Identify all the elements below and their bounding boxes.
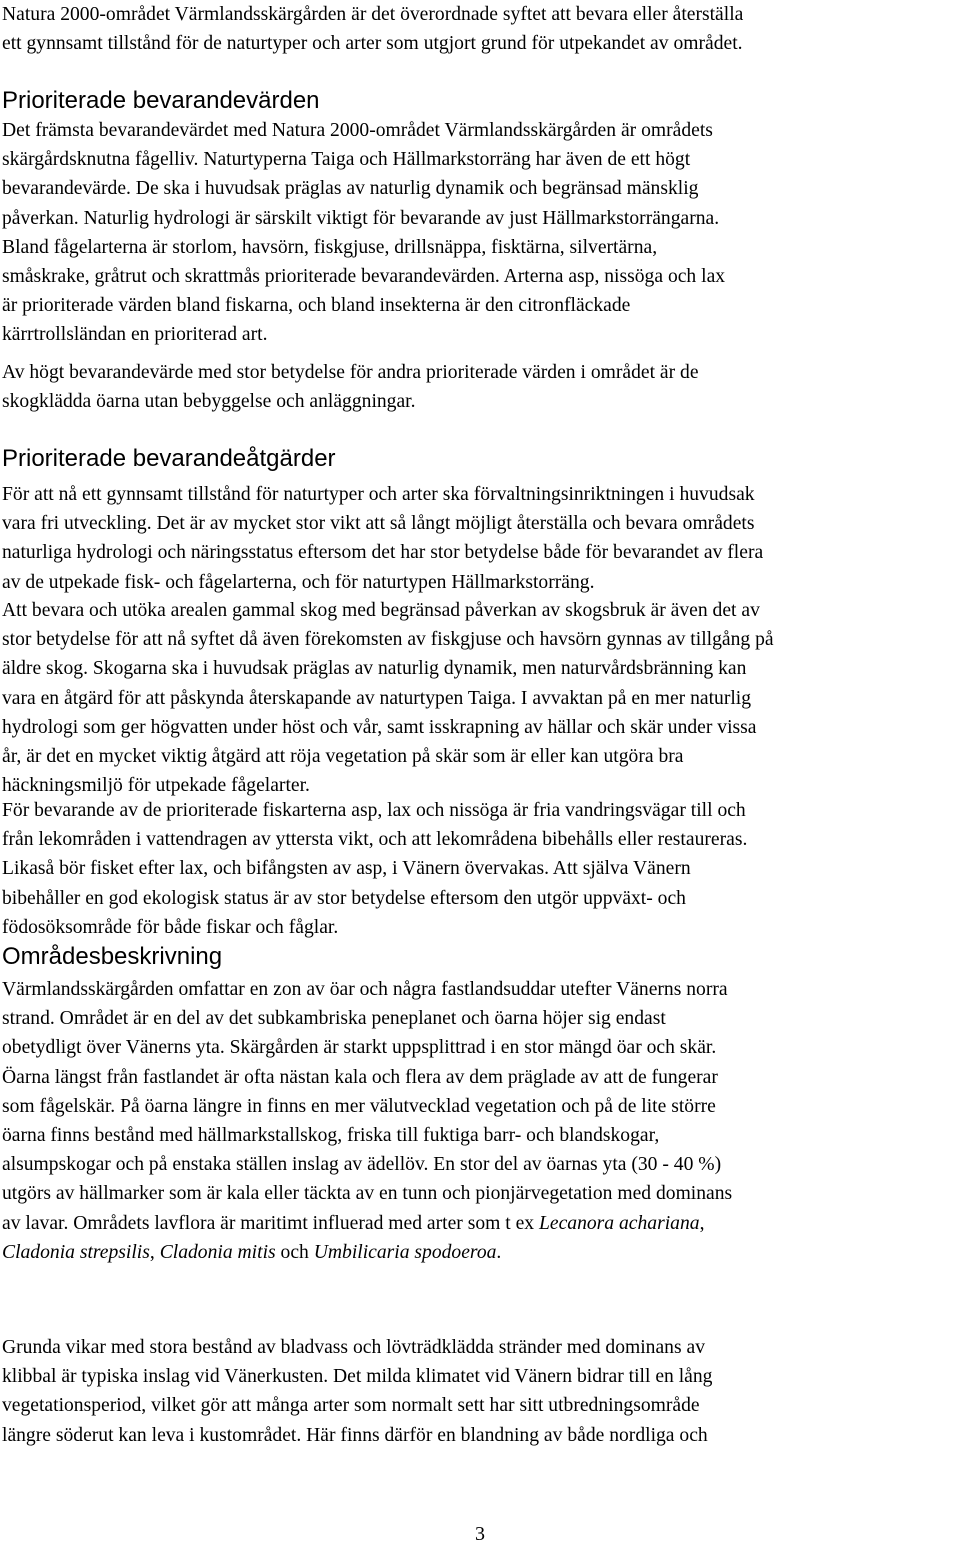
- conservation-actions-paragraph-2: Att bevara och utöka arealen gammal skog med begränsad påverkan av skogsbruk är även det av stor betydelse för att nå syftet då även förekomsten av fiskgjuse och havsörn gynnas av tillgång på äldre skog. Skogarna ska i huvudsak präglas av naturlig dynamik, men naturvårdsbränning kan vara en åtgärd för att påskynda återskapande av naturtypen Taiga. I avvaktan på en mer naturlig hydrologi som ger högvatten under höst och vår, samt isskrapning av hällar och skär under vissa år, är det en mycket viktig åtgärd att röja vegetation på skär som är eller kan utgöra bra häckningsmiljö för utpekade fågelarter.: [2, 600, 774, 797]
- area-description-paragraph-2: Grunda vikar med stora bestånd av bladvass och lövträdklädda stränder med dominans av klibbal är typiska inslag vid Vänerkusten. Det milda klimatet vid Vänern bidrar till en lång vegetationsperiod, vilket gör att många arter som normalt sett har sitt utbredningsområde längre söderut kan leva i kustområdet. Här finns därför en blandning av både nordliga och: [2, 1337, 713, 1446]
- section-heading-area-description: Områdesbeskrivning: [2, 943, 223, 970]
- section-heading-conservation-actions: Prioriterade bevarandeåtgärder: [2, 445, 336, 472]
- area-description-text: Värmlandsskärgården omfattar en zon av öar och några fastlandsuddar utefter Vänerns norra strand. Området är en del av det subkambriska peneplanet och öarna höjer sig endast obetydligt över Vänerns yta. Skärgården är starkt uppsplittrad i en stor mängd öar och skär. Öarna längst från fastlandet är ofta nästan kala och flera av dem präglade av att de fungerar som fågelskär. På öarna längre in finns en mer välutvecklad vegetation och på de lite större öarna finns bestånd med hällmarkstallskog, friska till fuktiga barr- och blandskogar, alsumpskogar och på enstaka ställen inslag av ädellöv. En stor del av öarnas yta (30 - 40 %) utgörs av hällmarker som är kala eller täckta av en tunn och pionjärvegetation med dominans av lavar. Områdets lavflora är maritimt influerad med arter som t ex: [2, 979, 733, 1234]
- species-name: Umbilicaria spodoeroa: [313, 1241, 497, 1263]
- separator: ,: [149, 1241, 160, 1263]
- area-description-paragraph-1: [2, 975, 732, 1267]
- sentence-end: .: [496, 1241, 502, 1263]
- conservation-actions-paragraph-3: För bevarande av de prioriterade fiskarterna asp, lax och nissöga är fria vandringsvägar till och från lekområden i vattendragen av yttersta vikt, och att lekområdena bibehålls eller restaureras. Likaså bör fisket efter lax, och bifångsten av asp, i Vänern övervakas. Att själva Vänern bibehåller en god ekologisk status är av stor betydelse eftersom den utgör uppväxt- och födosöksområde för både fiskar och fåglar.: [2, 800, 748, 938]
- conservation-actions-paragraph-1: För att nå ett gynnsamt tillstånd för naturtyper och arter ska förvaltningsinriktningen i huvudsak vara fri utveckling. Det är av mycket stor vikt att så långt möjligt återställa och bevara områdets naturliga hydrologi och näringsstatus eftersom det har stor betydelse både för bevarandet av flera av de utpekade fisk- och fågelarterna, och för naturtypen Hällmarkstorräng.: [2, 484, 764, 593]
- separator: och: [275, 1241, 314, 1263]
- section-heading-conservation-values: Prioriterade bevarandevärden: [2, 87, 320, 114]
- separator: ,: [699, 1212, 705, 1234]
- intro-paragraph: Natura 2000-området Värmlandsskärgården är det överordnade syftet att bevara eller återställa ett gynnsamt tillstånd för de naturtyper och arter som utgjort grund för utpekandet av området.: [2, 4, 744, 55]
- species-name: Lecanora achariana: [539, 1212, 700, 1234]
- page-number: 3: [475, 1523, 485, 1545]
- species-name: Cladonia strepsilis: [2, 1241, 150, 1263]
- conservation-values-paragraph-2: Av högt bevarandevärde med stor betydelse för andra prioriterade värden i området är de skogklädda öarna utan bebyggelse och anläggningar.: [2, 362, 699, 413]
- species-name: Cladonia mitis: [159, 1241, 276, 1263]
- conservation-values-paragraph-1: Det främsta bevarandevärdet med Natura 2000-området Värmlandsskärgården är områdets skärgårdsknutna fågelliv. Naturtyperna Taiga och Hällmarkstorräng har även de ett högt bevarandevärde. De ska i huvudsak präglas av naturlig dynamik och begränsad mänsklig påverkan. Naturlig hydrologi är särskilt viktigt för bevarande av just Hällmarkstorrängarna. Bland fågelarterna är storlom, havsörn, fiskgjuse, drillsnäppa, fisktärna, silvertärna, småskrake, gråtrut och skrattmås prioriterade bevarandevärden. Arterna asp, nissöga och lax är prioriterade värden bland fiskarna, och bland insekterna är den citronfläckade kärrtrollsländan en prioriterad art.: [2, 120, 726, 346]
